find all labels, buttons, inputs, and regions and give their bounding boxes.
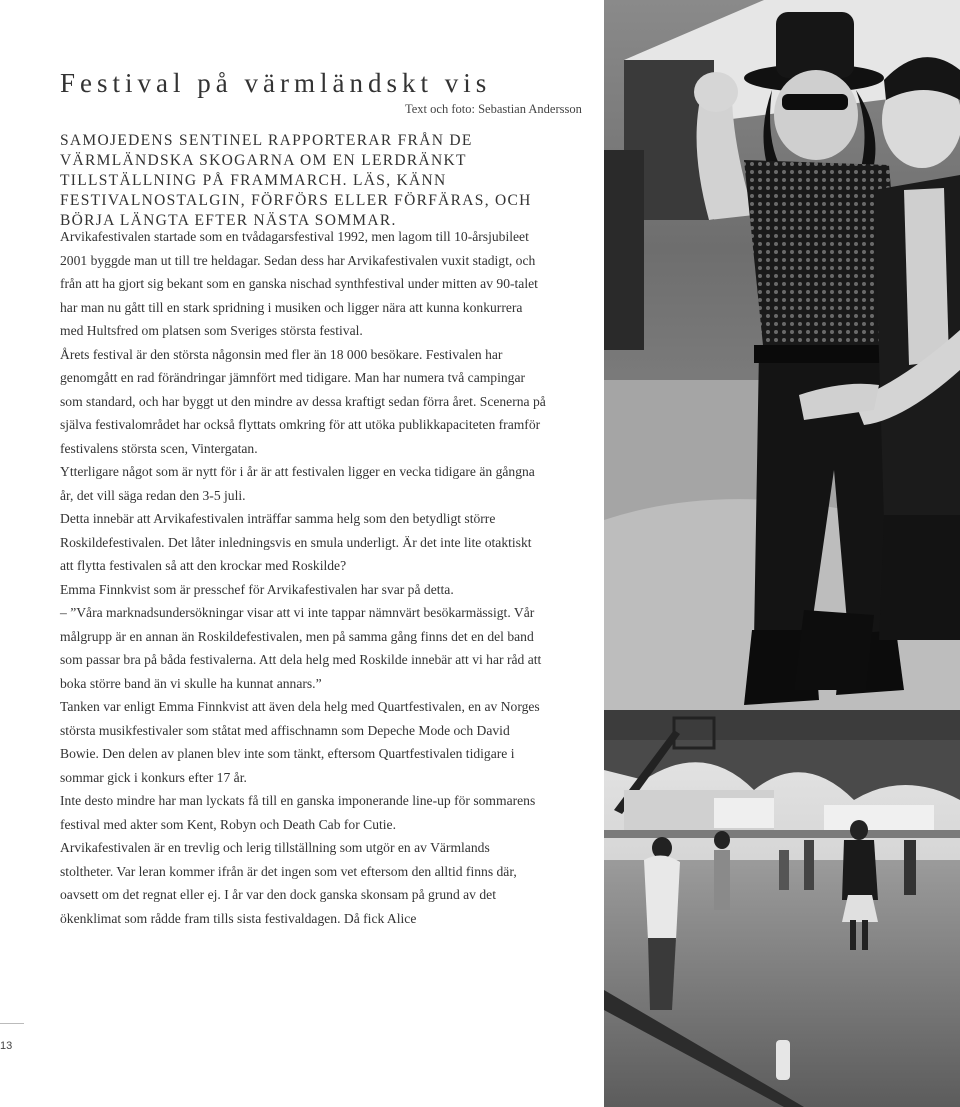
paragraph: Inte desto mindre har man lyckats få till en ganska imponerande line-up för sommarens festival med akter som Kent, Robyn och Death Cab for Cutie. [60, 793, 536, 832]
paragraph: Tanken var enligt Emma Finnkvist att även dela helg med Quartfestivalen, en av Norges största musikfestivaler som ståtat med affischnamn som Depeche Mode och David Bowie. Den delen av planen blev inte som tänkt, eftersom Quartfestivalen tidigare i sommar gick i konkurs efter 17 år. [60, 699, 540, 785]
photo-festival-area [604, 710, 960, 1107]
photo-festival-visitors [604, 0, 960, 710]
paragraph: Emma Finnkvist som är presschef för Arvikafestivalen har svar på detta. [60, 581, 454, 597]
paragraph: Årets festival är den största någonsin med fler än 18 000 besökare. Festivalen har genomgått en rad förändringar jämnfört med tidigare. Man har numera två campingar som standard, och har byggt ut den mindre av dessa kraftigt sedan förra året. Scenerna på själva festivalområdet har också flyttats omkring för att utöka publikkapaciteten framför festivalens största scen, Vintergatan. [60, 346, 546, 456]
paragraph: Detta innebär att Arvikafestivalen inträffar samma helg som den betydligt större Roskildefestivalen. Det låter inledningsvis en smula underligt. Är det inte lite otaktiskt att flytta festivalen så att den krockar med Roskilde? [60, 511, 532, 573]
photo-credit: Text och foto: Sebastian Andersson [405, 102, 582, 116]
article-ingress: SAMOJEDENS SENTINEL RAPPORTERAR FRÅN DE VÄRMLÄNDSKA SKOGARNA OM EN LERDRÄNKT TILLSTÄLLNING PÅ FRAMMARCH. LÄS, KÄNN FESTIVALNOSTALGIN, FÖRFÖRS ELLER FÖRFÄRAS, OCH BÖRJA LÄNGTA EFTER NÄSTA SOMMAR. [60, 132, 532, 229]
paragraph: – ”Våra marknadsundersökningar visar att vi inte tappar nämnvärt besökarmässigt. Vår målgrupp är en annan än Roskildefestivalen, men på samma gång finns det en del band som passar bra på båda festivalerna. Att dela helg med Roskilde innebär att vi har råd att boka större band än vi skulle ha kunnat annars.” [60, 605, 542, 691]
paragraph: Arvikafestivalen är en trevlig och lerig tillställning som utgör en av Värmlands stoltheter. Var leran kommer ifrån är det ingen som vet eftersom den alltid finns där, oavsett om det regnat eller ej. I år var den dock ganska skonsam på grund av det ökenklimat som rådde fram tills sista festivaldagen. Då fick Alice [60, 840, 517, 926]
article-body [60, 225, 546, 930]
page-number: 13 [0, 1040, 13, 1052]
article-title: Festival på värmländskt vis [60, 68, 492, 98]
paragraph: Ytterligare något som är nytt för i år är att festivalen ligger en vecka tidigare än gångna år, det vill säga redan den 3-5 juli. [60, 464, 535, 503]
paragraph: Arvikafestivalen startade som en tvådagarsfestival 1992, men lagom till 10-årsjubileet 2001 byggde man ut till tre heldagar. Sedan dess har Arvikafestivalen vuxit stadigt, och från att ha gjort sig bekant som en ganska nischad synthfestival under mitten av 90-talet har man nu gått till en stark spridning i musiken och ligger nära att kunna konkurrera med Hultsfred om platsen som Sveriges största festival. [60, 229, 538, 338]
page-number-rule [0, 1023, 24, 1024]
